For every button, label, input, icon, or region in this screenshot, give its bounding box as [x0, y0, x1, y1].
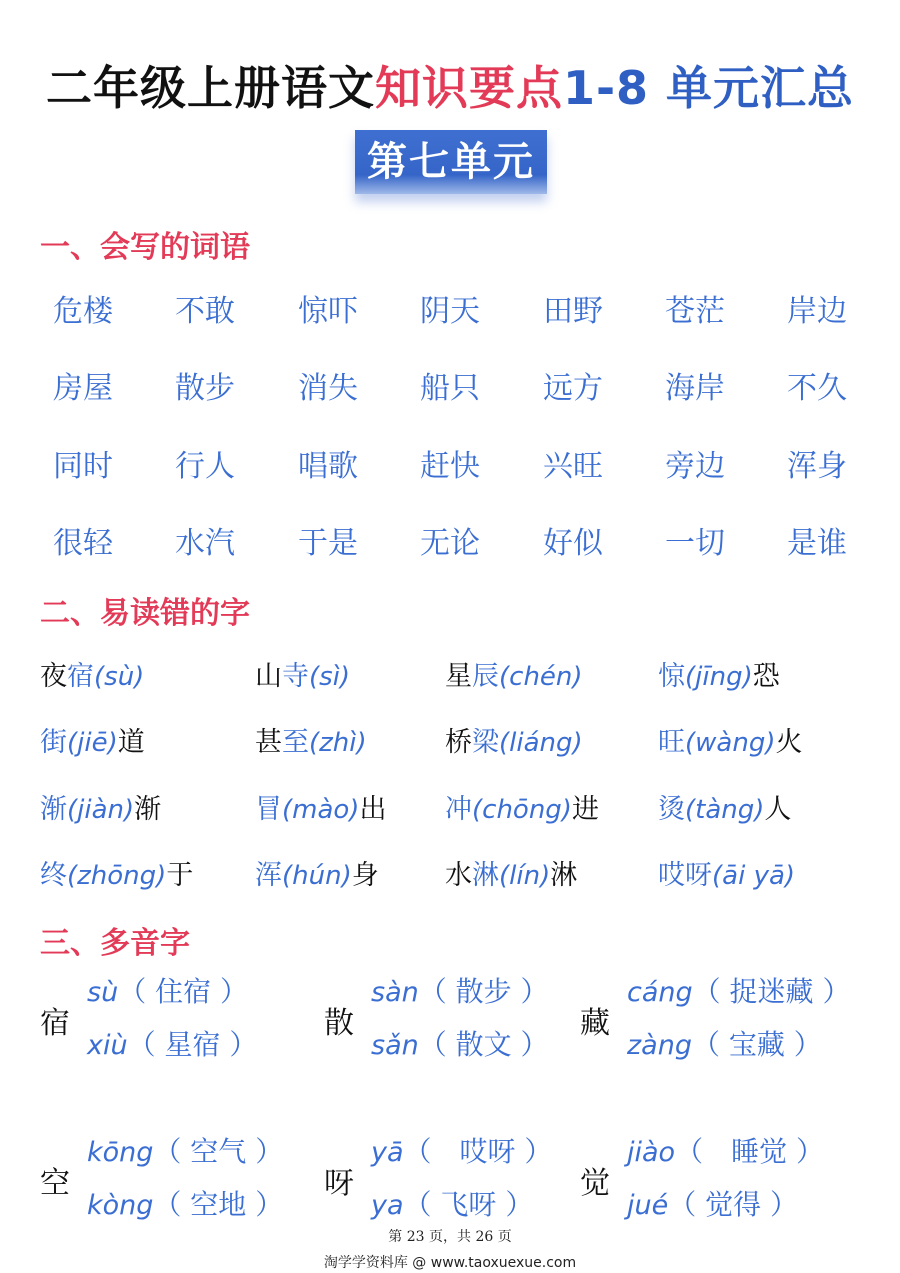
- polyphone-word: （ 睡觉 ）: [675, 1135, 824, 1168]
- polyphone-reading: [371, 1023, 549, 1063]
- word-item: 不敢: [175, 294, 235, 329]
- reading-hl: 冒: [255, 794, 282, 825]
- word-item: 危楼: [53, 294, 113, 329]
- reading-item: [40, 853, 193, 892]
- reading-item: [658, 720, 802, 759]
- reading-item: [40, 720, 145, 759]
- reading-py: (jiàn): [67, 795, 135, 825]
- polyphone-reading: [87, 1023, 257, 1063]
- reading-item: [255, 720, 367, 759]
- reading-post: 人: [764, 794, 792, 825]
- polyphone-word: （ 觉得 ）: [668, 1188, 799, 1221]
- reading-item: [40, 654, 144, 693]
- title-part-grade: 二年级上册语文: [45, 61, 375, 115]
- reading-pre: 星: [445, 661, 472, 692]
- reading-py: (wàng): [685, 728, 776, 758]
- reading-item: [445, 787, 599, 826]
- word-item: 同时: [53, 449, 113, 484]
- reading-item: [445, 853, 577, 892]
- reading-item: [255, 787, 386, 826]
- word-item: 浑身: [787, 449, 847, 484]
- polyphone-pinyin: yā: [371, 1137, 404, 1168]
- section-heading-polyphones: 三、多音字: [40, 926, 190, 961]
- polyphone-pinyin: ya: [371, 1190, 404, 1221]
- word-item: 岸边: [787, 294, 847, 329]
- polyphone-word: （ 飞呀 ）: [403, 1188, 534, 1221]
- reading-hl: 淋: [472, 860, 499, 891]
- reading-item: [658, 853, 795, 892]
- reading-post: 淋: [550, 860, 578, 891]
- polyphone-char: 觉: [580, 1166, 610, 1201]
- word-item: 很轻: [53, 526, 113, 561]
- reading-hl: 旺: [658, 727, 685, 758]
- reading-item: [658, 787, 791, 826]
- reading-hl: 浑: [255, 860, 282, 891]
- reading-hl: 街: [40, 727, 67, 758]
- word-item: 阴天: [420, 294, 480, 329]
- polyphone-word: （ 哎呀 ）: [403, 1135, 553, 1168]
- polyphone-pinyin: jiào: [627, 1137, 676, 1168]
- word-item: 海岸: [665, 371, 725, 406]
- polyphone-pinyin: sǎn: [371, 1030, 419, 1061]
- polyphone-pinyin: sàn: [371, 977, 419, 1008]
- reading-pre: 甚: [255, 727, 282, 758]
- reading-hl: 冲: [445, 794, 472, 825]
- polyphone-pinyin: cáng: [627, 977, 693, 1008]
- reading-py: (āi yā): [712, 861, 796, 891]
- reading-post: 渐: [134, 794, 162, 825]
- polyphone-pinyin: kòng: [87, 1190, 154, 1221]
- polyphone-reading: [371, 1130, 552, 1170]
- reading-pre: 水: [445, 860, 472, 891]
- title-part-points: 知识要点: [374, 61, 563, 115]
- reading-item: [445, 654, 583, 693]
- polyphone-word: （ 空气 ）: [153, 1135, 284, 1168]
- reading-hl: 梁: [472, 727, 499, 758]
- word-item: 行人: [175, 449, 235, 484]
- reading-py: (jīng): [685, 662, 753, 692]
- reading-post: 火: [775, 727, 803, 758]
- polyphone-word: （ 宝藏 ）: [691, 1028, 822, 1061]
- word-item: 是谁: [787, 526, 847, 561]
- polyphone-pinyin: kōng: [87, 1137, 154, 1168]
- reading-py: (zhì): [309, 728, 367, 758]
- reading-post: 恐: [752, 661, 780, 692]
- section-heading-misread-chars: 二、易读错的字: [40, 596, 250, 631]
- reading-hl: 终: [40, 860, 67, 891]
- polyphone-reading: [627, 1130, 824, 1170]
- word-item: 船只: [420, 371, 480, 406]
- reading-py: (sù): [94, 662, 145, 692]
- word-item: 好似: [543, 526, 603, 561]
- polyphone-pinyin: xiù: [87, 1030, 128, 1061]
- word-item: 唱歌: [298, 449, 358, 484]
- word-item: 一切: [665, 526, 725, 561]
- reading-py: (mào): [282, 795, 360, 825]
- polyphone-reading: [371, 970, 549, 1010]
- polyphone-pinyin: jué: [627, 1190, 669, 1221]
- polyphone-word: （ 星宿 ）: [127, 1028, 258, 1061]
- title-part-units: 1-8 单元汇总: [562, 61, 855, 115]
- word-item: 惊吓: [298, 294, 358, 329]
- polyphone-reading: [87, 1183, 283, 1223]
- reading-hl: 渐: [40, 794, 67, 825]
- word-item: 旁边: [665, 449, 725, 484]
- reading-hl: 辰: [472, 661, 499, 692]
- reading-hl: 烫: [658, 794, 685, 825]
- reading-py: (tàng): [685, 795, 765, 825]
- word-item: 散步: [175, 371, 235, 406]
- reading-hl: 寺: [282, 661, 309, 692]
- reading-py: (lín): [499, 861, 551, 891]
- reading-py: (chōng): [472, 795, 572, 825]
- section-heading-writing-words: 一、会写的词语: [40, 230, 250, 265]
- reading-py: (hún): [282, 861, 352, 891]
- polyphone-word: （ 住宿 ）: [118, 975, 248, 1008]
- reading-item: [658, 654, 780, 693]
- reading-post: 出: [359, 794, 387, 825]
- polyphone-reading: [87, 970, 248, 1010]
- reading-hl: 至: [282, 727, 309, 758]
- polyphone-reading: [627, 1183, 798, 1223]
- word-item: 房屋: [53, 371, 113, 406]
- reading-pre: 桥: [445, 727, 472, 758]
- reading-pre: 山: [255, 661, 282, 692]
- polyphone-char: 呀: [324, 1166, 354, 1201]
- reading-post: 身: [351, 860, 379, 891]
- word-item: 远方: [543, 371, 603, 406]
- polyphone-reading: [87, 1130, 283, 1170]
- reading-py: (sì): [309, 662, 351, 692]
- reading-pre: 夜: [40, 661, 67, 692]
- polyphone-reading: [627, 970, 850, 1010]
- polyphone-char: 宿: [40, 1006, 70, 1041]
- polyphone-reading: [627, 1023, 822, 1063]
- page-title: [0, 52, 900, 118]
- reading-item: [445, 720, 583, 759]
- reading-py: (liáng): [499, 728, 583, 758]
- polyphone-char: 空: [40, 1166, 70, 1201]
- unit-badge: 第七单元: [355, 130, 547, 194]
- reading-post: 道: [117, 727, 145, 758]
- word-item: 消失: [298, 371, 358, 406]
- reading-item: [255, 654, 350, 693]
- word-item: 无论: [420, 526, 480, 561]
- polyphone-reading: [371, 1183, 533, 1223]
- word-item: 苍茫: [665, 294, 725, 329]
- reading-hl: 宿: [67, 661, 94, 692]
- word-item: 水汽: [175, 526, 235, 561]
- word-item: 赶快: [420, 449, 480, 484]
- reading-py: (zhōng): [67, 861, 167, 891]
- reading-item: [40, 787, 161, 826]
- polyphone-word: （ 散步 ）: [418, 975, 549, 1008]
- polyphone-pinyin: zàng: [627, 1030, 692, 1061]
- polyphone-word: （ 空地 ）: [153, 1188, 284, 1221]
- reading-post: 进: [571, 794, 599, 825]
- polyphone-word: （ 散文 ）: [418, 1028, 549, 1061]
- reading-py: (chén): [499, 662, 583, 692]
- word-item: 兴旺: [543, 449, 603, 484]
- polyphone-pinyin: sù: [87, 977, 119, 1008]
- reading-hl: 惊: [658, 661, 685, 692]
- page-number: 第 23 页，共 26 页: [388, 1229, 512, 1245]
- reading-item: [255, 853, 379, 892]
- polyphone-char: 散: [324, 1006, 354, 1041]
- word-item: 田野: [543, 294, 603, 329]
- reading-py: (jiē): [67, 728, 118, 758]
- word-item: 于是: [298, 526, 358, 561]
- site-credit: 淘学学资料库 @ www.taoxuexue.com: [323, 1255, 577, 1271]
- reading-post: 于: [166, 860, 194, 891]
- polyphone-char: 藏: [580, 1006, 610, 1041]
- reading-hl: 哎呀: [658, 860, 712, 891]
- polyphone-word: （ 捉迷藏 ）: [692, 975, 851, 1008]
- word-item: 不久: [787, 371, 847, 406]
